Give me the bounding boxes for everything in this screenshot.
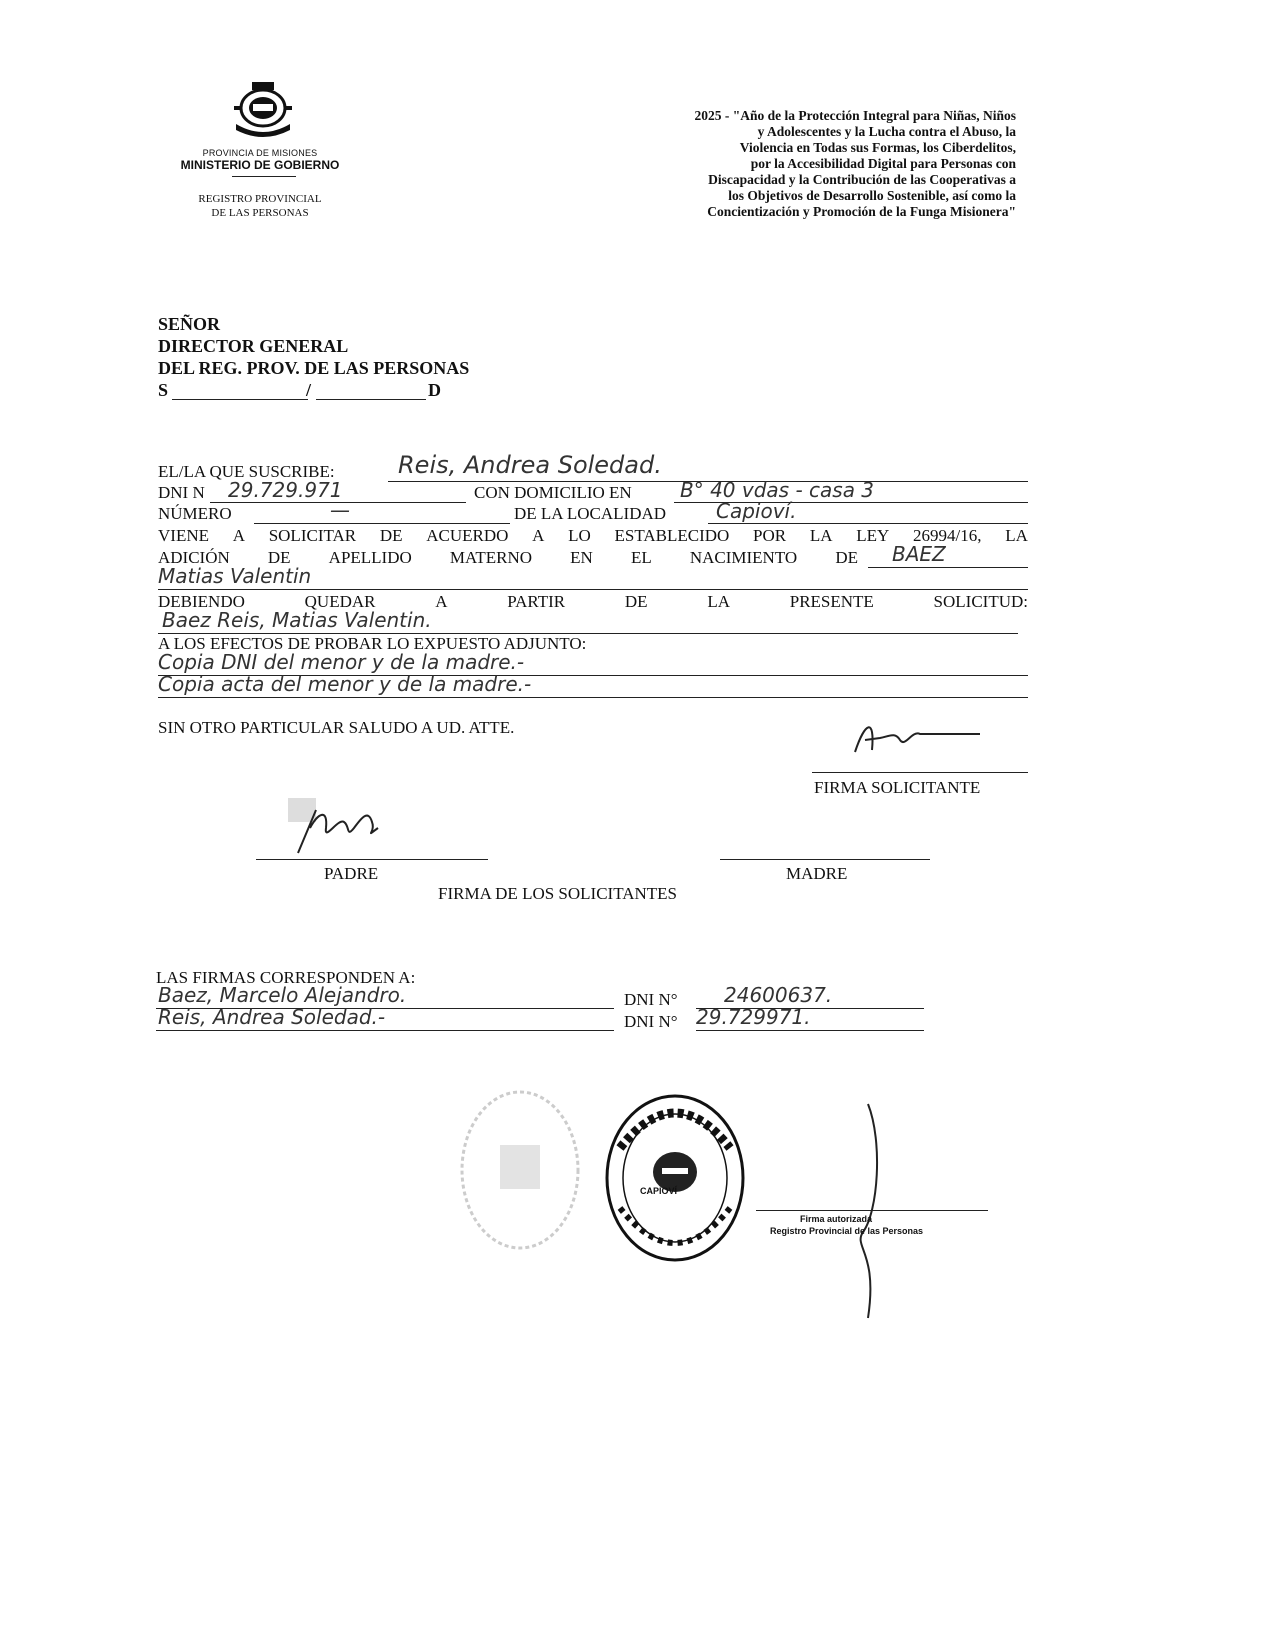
motto-line: Concientización y Promoción de la Funga Misionera" (707, 204, 1016, 219)
numero-value: — (330, 498, 350, 522)
header-divider (232, 176, 296, 177)
word: APELLIDO (328, 548, 412, 567)
nacimiento-line-2 (158, 589, 1028, 590)
word: DE (624, 592, 648, 611)
official-seal-icon (600, 1088, 750, 1268)
correspond-dni-1: 24600637. (724, 983, 833, 1007)
dni-value: 29.729.971 (228, 478, 343, 502)
suscribe-label: EL/LA QUE SUSCRIBE: (158, 462, 335, 481)
correspond-name-1: Baez, Marcelo Alejandro. (158, 983, 407, 1007)
word: POR (753, 526, 787, 545)
closing-text: SIN OTRO PARTICULAR SALUDO A UD. ATTE. (158, 718, 515, 737)
word: ADICIÓN (158, 548, 230, 567)
padre-label: PADRE (324, 864, 379, 883)
addressee-blank-1 (172, 399, 308, 400)
applicant-signature-icon (850, 712, 990, 762)
official-line-1: Firma autorizada (800, 1214, 873, 1224)
word: LA (809, 526, 833, 545)
word: ACUERDO (426, 526, 509, 545)
motto-line: y Adolescentes y la Lucha contra el Abuso, la (757, 124, 1016, 139)
localidad-value: Capioví. (716, 499, 797, 523)
word: SOLICITUD: (933, 592, 1028, 611)
motto-line: Violencia en Todas sus Formas, los Ciberdelitos, (739, 140, 1016, 155)
addressee-s: S (158, 380, 169, 400)
official-line-2: Registro Provincial de las Personas (770, 1226, 924, 1236)
addressee-line-1: SEÑOR (158, 314, 221, 334)
addressee-d: D (428, 380, 441, 400)
word: A (435, 592, 448, 611)
localidad-line (708, 523, 1028, 524)
word: SOLICITAR (268, 526, 357, 545)
localidad-label: DE LA LOCALIDAD (514, 504, 667, 523)
addressee-slash: / (306, 380, 312, 400)
registry-line-2: DE LAS PERSONAS (211, 207, 309, 219)
addressee-line-2: DIRECTOR GENERAL (158, 336, 349, 356)
adjunto-value-1: Copia DNI del menor y de la madre.- (158, 650, 525, 674)
adjunto-value-2: Copia acta del menor y de la madre.- (158, 672, 532, 696)
correspond-dni-2: 29.729971. (696, 1005, 811, 1029)
word: NACIMIENTO (689, 548, 798, 567)
domicilio-label: CON DOMICILIO EN (474, 483, 632, 502)
motto-line: Discapacidad y la Contribución de las Cooperativas a (708, 172, 1016, 187)
domicilio-value: B° 40 vdas - casa 3 (680, 478, 875, 502)
adjunto-label: A LOS EFECTOS DE PROBAR LO EXPUESTO ADJUNTO: (158, 634, 587, 653)
addressee-line-3: DEL REG. PROV. DE LAS PERSONAS (158, 358, 470, 378)
correspond-label: LAS FIRMAS CORRESPONDEN A: (156, 968, 416, 987)
word: PARTIR (507, 592, 566, 611)
word: ESTABLECIDO (614, 526, 730, 545)
madre-line (720, 859, 930, 860)
word: EL (630, 548, 652, 567)
official-signature-line (756, 1210, 988, 1211)
firma-solicitantes-label: FIRMA DE LOS SOLICITANTES (438, 884, 678, 903)
correspond-dni-line-2 (696, 1030, 924, 1031)
ministry-logo-icon (228, 78, 298, 144)
word: DE (835, 548, 858, 567)
word: LEY (856, 526, 890, 545)
registry-line-1: REGISTRO PROVINCIAL (198, 193, 322, 205)
registry-name (150, 192, 370, 220)
word: LA (1005, 526, 1028, 545)
correspond-dni-label-2: DNI N° (624, 1012, 678, 1031)
numero-label: NÚMERO (158, 504, 232, 523)
correspond-dni-label-1: DNI N° (624, 990, 678, 1009)
word: MATERNO (449, 548, 533, 567)
word: QUEDAR (304, 592, 376, 611)
word: A (232, 526, 245, 545)
word: PRESENTE (789, 592, 874, 611)
word: LA (707, 592, 730, 611)
motto-line: los Objetivos de Desarrollo Sostenible, así como la (728, 188, 1016, 203)
numero-line (254, 523, 510, 524)
suscribe-value: Reis, Andrea Soledad. (398, 451, 662, 479)
nacimiento-value-2: Matias Valentin (158, 564, 312, 588)
word: DE (379, 526, 403, 545)
motto-line: 2025 - "Año de la Protección Integral para Niñas, Niños (694, 108, 1016, 123)
year-motto (478, 108, 1016, 220)
word: LO (568, 526, 591, 545)
province-name: PROVINCIA DE MISIONES (202, 148, 318, 158)
seal-text: CAPIOVÍ (640, 1186, 678, 1196)
firma-solicitante-label: FIRMA SOLICITANTE (814, 778, 981, 797)
nacimiento-value-1: BAEZ (892, 542, 946, 566)
padre-line (256, 859, 488, 860)
faded-seal-icon (455, 1085, 585, 1255)
adjunto-line-2 (158, 697, 1028, 698)
word: DE (267, 548, 291, 567)
ministry-name: MINISTERIO DE GOBIERNO (180, 158, 340, 172)
word: VIENE (158, 526, 209, 545)
motto-line: por la Accesibilidad Digital para Personas con (750, 156, 1016, 171)
correspond-name-line-2 (156, 1030, 614, 1031)
official-signature-icon (838, 1102, 898, 1322)
word: EN (570, 548, 593, 567)
word: DEBIENDO (158, 592, 245, 611)
addressee-blank-2 (316, 399, 426, 400)
madre-label: MADRE (786, 864, 848, 883)
word: 26994/16, (913, 526, 982, 545)
quedar-value: Baez Reis, Matias Valentin. (162, 608, 432, 632)
correspond-name-2: Reis, Andrea Soledad.- (158, 1005, 386, 1029)
word: A (532, 526, 545, 545)
firma-solicitante-line (812, 772, 1028, 773)
nacimiento-line-1 (868, 567, 1028, 568)
dni-label: DNI N (158, 483, 205, 502)
father-signature-icon (288, 798, 408, 858)
